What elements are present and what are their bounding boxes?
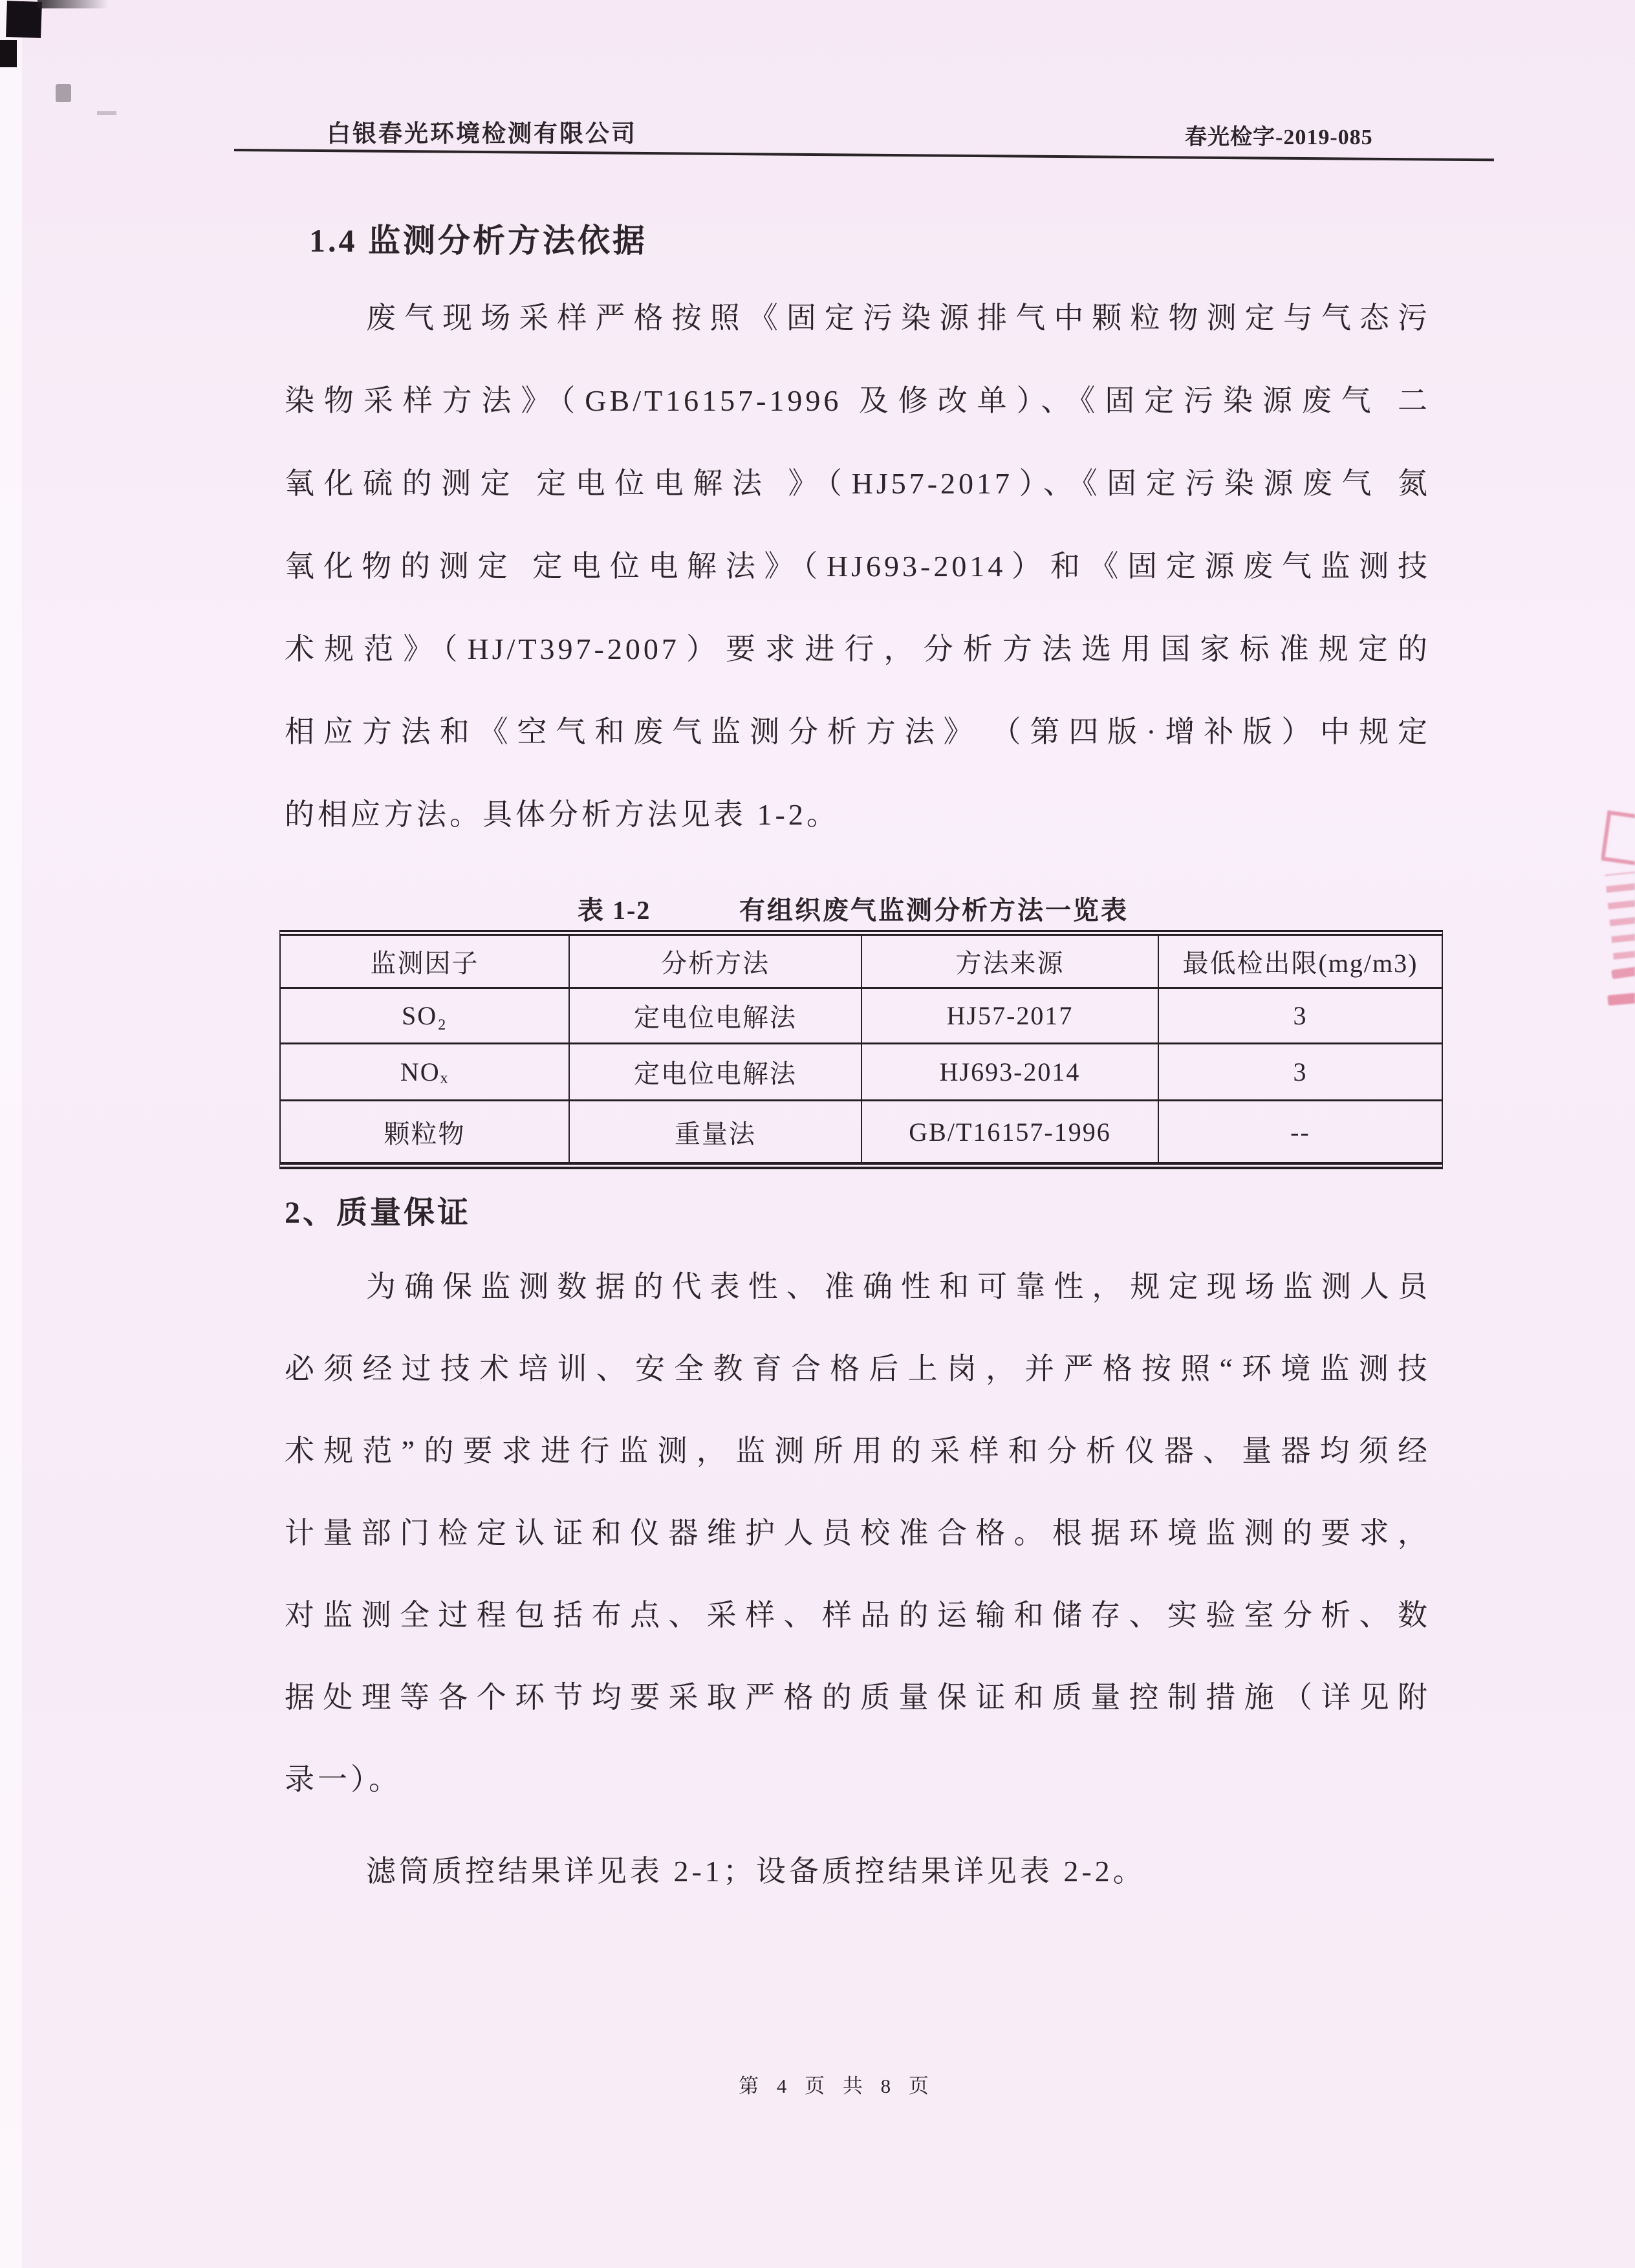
table-cell: 重量法: [570, 1101, 862, 1162]
table-1-2-caption: [0, 890, 1635, 926]
column-header: 分析方法: [570, 936, 862, 989]
scan-corner-artifact: [6, 1, 42, 38]
table-cell: 定电位电解法: [570, 1044, 862, 1101]
column-header: 监测因子: [281, 936, 570, 989]
table-1-2-label: 表 1-2: [578, 896, 651, 925]
section-2-heading: 2、质量保证: [285, 1196, 471, 1230]
body-line: 废气现场采样严格按照《固定污染源排气中颗粒物测定与气态污: [366, 301, 1431, 334]
table-1-2-title: 有组织废气监测分析方法一览表: [739, 896, 1129, 925]
column-header: 方法来源: [862, 936, 1159, 989]
body-line: 必须经过技术培训、安全教育合格后上岗，并严格按照“环境监测技: [285, 1352, 1431, 1385]
section-1-4-heading: 1.4 监测分析方法依据: [309, 222, 647, 259]
column-header: 最低检出限(mg/m3): [1159, 936, 1442, 989]
table-cell: 定电位电解法: [570, 989, 862, 1044]
table-cell: SO₂: [281, 989, 570, 1044]
scan-corner-artifact: [0, 40, 17, 67]
body-line: 氧化物的测定 定电位电解法》（HJ693-2014）和《固定源废气监测技: [285, 550, 1431, 583]
body-line: 对监测全过程包括布点、采样、样品的运输和储存、实验室分析、数: [285, 1599, 1431, 1632]
body-line: 术规范》（HJ/T397-2007）要求进行，分析方法选用国家标准规定的: [285, 632, 1431, 665]
table-cell: NOₓ: [281, 1044, 570, 1101]
body-line: 录一）。: [285, 1763, 402, 1796]
body-line: 计量部门检定认证和仪器维护人员校准合格。根据环境监测的要求，: [285, 1517, 1431, 1550]
red-stamp-artifact: [1601, 805, 1635, 1019]
body-line: 染物采样方法》（GB/T16157-1996 及修改单）、《固定污染源废气 二: [285, 384, 1431, 417]
body-line: 氧化硫的测定 定电位电解法 》（HJ57-2017）、《固定污染源废气 氮: [285, 467, 1431, 500]
body-line: 术规范”的要求进行监测，监测所用的采样和分析仪器、量器均须经: [285, 1434, 1431, 1467]
scan-speck-artifact: [56, 84, 71, 102]
body-line: 相应方法和《空气和废气监测分析方法》 （第四版·增补版）中规定: [285, 715, 1431, 748]
qc-results-note: 滤筒质控结果详见表 2-1；设备质控结果详见表 2-2。: [366, 1855, 1146, 1888]
body-line: 为确保监测数据的代表性、准确性和可靠性，规定现场监测人员: [366, 1270, 1431, 1303]
header-doc-number: 春光检字-2019-085: [1185, 125, 1373, 149]
body-line: 的相应方法。具体分析方法见表 1-2。: [285, 798, 839, 831]
table-cell: HJ693-2014: [862, 1044, 1159, 1101]
header-company: 白银春光环境检测有限公司: [327, 121, 637, 147]
table-cell: 3: [1159, 989, 1442, 1044]
table-cell: 3: [1159, 1044, 1442, 1101]
table-cell: 颗粒物: [281, 1101, 570, 1162]
paragraph-method-basis: [285, 277, 1431, 856]
table-cell: GB/T16157-1996: [862, 1101, 1159, 1162]
table-1-2: [279, 930, 1443, 1169]
scan-speck-artifact: [97, 111, 116, 115]
table-cell: HJ57-2017: [862, 989, 1159, 1044]
scan-edge-strip: [0, 0, 22, 2268]
table-cell: --: [1290, 1117, 1310, 1147]
body-line: 据处理等各个环节均要采取严格的质量保证和质量控制措施（详见附: [285, 1681, 1431, 1714]
scan-edge-artifact: [38, 0, 109, 8]
page-footer: 第 4 页 共 8 页: [739, 2075, 935, 2097]
paragraph-quality-assurance: [285, 1246, 1431, 1820]
